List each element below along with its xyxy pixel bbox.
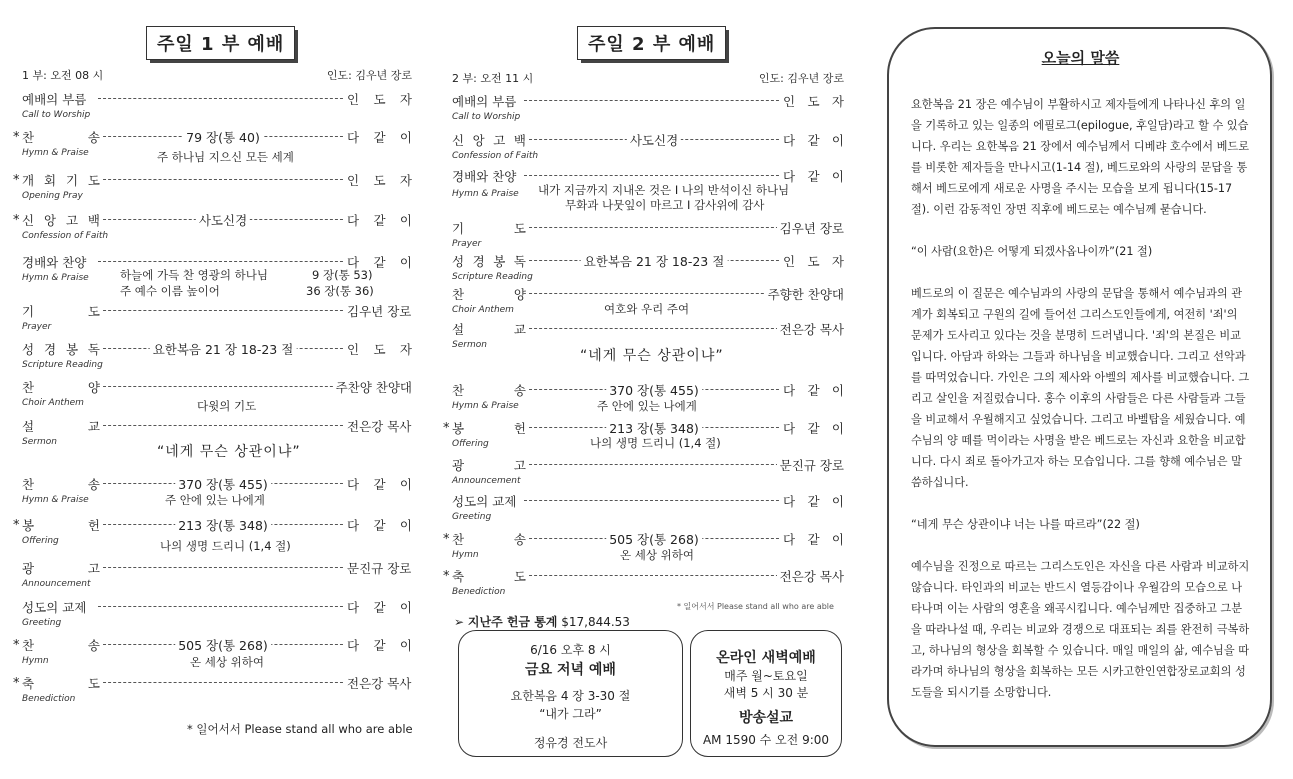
item-english-label: Choir Anthem (22, 398, 84, 408)
item-label: 기 도 (22, 304, 100, 319)
item-english-label: Hymn & Praise (22, 273, 89, 283)
item-responsible: 전은강 목사 (344, 417, 412, 435)
stand-marker: * (13, 638, 20, 653)
item-detail: 370 장(통 455) (606, 381, 702, 399)
stand-marker: * (13, 676, 20, 691)
item-responsible: 주향한 찬양대 (765, 285, 844, 303)
order-item (452, 320, 844, 342)
item-label: 개 회 기 도 (22, 171, 102, 189)
item-label: 성 경 봉 독 (22, 340, 102, 358)
item-english-label: Sermon (452, 340, 487, 350)
item-label: 찬 송 (22, 130, 100, 145)
dotted-leader (98, 310, 348, 311)
item-english-label: Benediction (452, 587, 506, 597)
service1-stand-note: * 일어서서 Please stand all who are able (187, 722, 413, 736)
item-label: 설 교 (22, 419, 100, 434)
dotted-leader (98, 98, 348, 99)
item-label: 경배와 찬양 (22, 255, 87, 270)
song-title: 온 세상 위하여 (620, 548, 694, 562)
dotted-leader (98, 179, 348, 180)
dotted-leader (524, 227, 784, 228)
todays-word-title: 오늘의 말씀 (1041, 49, 1120, 67)
item-responsible: 인 도 자 (344, 171, 412, 189)
item-responsible: 다 같 이 (780, 492, 844, 510)
item-english-label: Hymn (22, 656, 49, 666)
todays-word-paragraph: 요한복음 21 장은 예수님이 부활하시고 제자들에게 나타나신 후의 일을 기록하고 있는 일종의 에필로그(epilogue, 후일담)라고 할 수 있습니다. 우리는 요한복음 21 장에서 예수님께서 디베랴 호수에서 베드로를 비롯한 제자들을 만나시고(1-14 절), 베드로와의 사랑의 문답을 통해서 베드로에게 새로운 사명을 주시는 모습을 보게 됩니다(15-17 절). 이런 감동적인 장면 직후에 베드로는 예수님께 묻습니다. (911, 98, 1250, 216)
item-label: 성 경 봉 독 (452, 254, 526, 269)
order-item (13, 128, 412, 150)
item-detail: 79 장(통 40) (183, 128, 263, 146)
item-responsible: 다 같 이 (780, 419, 844, 437)
item-english-label: Prayer (452, 239, 482, 249)
item-english-label: Prayer (22, 322, 52, 332)
stand-marker: * (13, 518, 20, 533)
item-label: 신 앙 고 백 (452, 133, 526, 148)
item-responsible: 다 같 이 (344, 211, 412, 229)
stand-marker: * (443, 569, 450, 584)
song-title: 내가 지금까지 지내온 것은 I 나의 반석이신 하나님 (538, 183, 790, 197)
song-title: 주 하나님 지으신 모든 세계 (157, 150, 294, 164)
broadcast-radio: AM 1590 수 오전 9:00 (702, 733, 830, 747)
item-english-label: Confession of Faith (452, 151, 539, 161)
item-detail: 요한복음 21 장 18-23 절 (150, 340, 297, 358)
service2-title: 주일 2 부 예배 (577, 26, 726, 60)
friday-scripture: 요한복음 4 장 3-30 절 (510, 689, 631, 703)
order-item (22, 417, 412, 439)
order-item (452, 492, 844, 514)
todays-word-paragraph: 베드로의 이 질문은 예수님과의 사랑의 문답을 통해서 예수님과의 관계가 회복되고 구원의 길에 들어선 그리스도인들에게, 여전히 '죄'의 문제가 도사리고 있다는 것을 분명히 드러냅니다. '죄'의 본질은 비교입니다. 아담과 하와는 그들과 하나님을 비교했습니다. 그리고 선악과를 따먹었습니다. 가인은 그의 제사와 아벨의 제사를 비교했습니다. 그리고 살인을 저질렀습니다. 홍수 이후의 사람들은 다른 사람들과 그들을 비교해서 우월해지고 싶었습니다. 그리고 바벨탑을 세웠습니다. 예수님의 양 떼를 먹이라는 사명을 받은 베드로는 자신과 요한을 비교합니다. 다시 죄로 돌아가고자 하는 모습입니다. 그를 향해 예수님은 말씀하십니다. (911, 287, 1250, 489)
offering-stats-amount: $17,844.53 (561, 615, 630, 629)
song-title: 주 예수 이름 높이어 (120, 284, 220, 298)
item-responsible: 김우년 장로 (344, 302, 412, 320)
item-label: 찬 송 (452, 383, 526, 398)
order-item (452, 252, 844, 274)
item-label: 광 고 (22, 561, 100, 576)
order-item (452, 456, 844, 478)
item-responsible: 다 같 이 (344, 598, 412, 616)
service2-leader: 인도: 김우년 장로 (758, 72, 844, 85)
item-label: 경배와 찬양 (452, 169, 517, 184)
item-detail: 사도신경 (196, 211, 250, 229)
item-responsible: 인 도 자 (344, 90, 412, 108)
dotted-leader (98, 567, 348, 568)
item-english-label: Hymn & Praise (452, 189, 519, 199)
song-title: 주 안에 있는 나에게 (597, 399, 697, 413)
item-label: 찬 양 (452, 287, 526, 302)
dotted-leader (524, 464, 784, 465)
dotted-leader (524, 175, 784, 176)
online-title: 온라인 새벽예배 (716, 650, 816, 666)
dotted-leader (524, 328, 784, 329)
item-label: 신 앙 고 백 (22, 211, 102, 229)
item-label: 기 도 (452, 221, 526, 236)
order-item (13, 516, 412, 538)
item-detail: 213 장(통 348) (175, 516, 271, 534)
dotted-leader (98, 261, 348, 262)
item-english-label: Hymn & Praise (22, 495, 89, 505)
dotted-leader (524, 100, 784, 101)
item-responsible: 김우년 장로 (777, 219, 844, 237)
dotted-leader (524, 575, 784, 576)
item-english-label: Benediction (22, 694, 76, 704)
item-responsible: 전은강 목사 (344, 674, 412, 692)
order-item (13, 171, 412, 193)
item-english-label: Choir Anthem (452, 305, 514, 315)
service1-time: 1 부: 오전 08 시 (22, 69, 104, 82)
item-responsible: 인 도 자 (780, 92, 844, 110)
item-responsible: 다 같 이 (780, 131, 844, 149)
song-title: 다윗의 기도 (197, 399, 257, 413)
item-detail: 370 장(통 455) (175, 475, 271, 493)
item-english-label: Opening Pray (22, 191, 83, 201)
item-label: 찬 양 (22, 380, 100, 395)
item-responsible: 다 같 이 (344, 516, 412, 534)
stand-marker: * (13, 213, 20, 228)
service2-stand-note: * 일어서서 Please stand all who are able (677, 602, 834, 611)
item-detail: 505 장(통 268) (175, 636, 271, 654)
item-responsible: 다 같 이 (344, 636, 412, 654)
item-english-label: Call to Worship (452, 112, 521, 122)
order-item (22, 340, 412, 362)
item-responsible: 다 같 이 (344, 475, 412, 493)
item-responsible: 문진규 장로 (344, 559, 412, 577)
item-english-label: Call to Worship (22, 110, 91, 120)
order-item (13, 211, 412, 233)
friday-speaker: 정유경 전도사 (533, 736, 608, 750)
item-english-label: Sermon (22, 437, 57, 447)
item-label: 축 도 (452, 569, 526, 584)
sermon-title: “네게 무슨 상관이냐” (580, 348, 724, 364)
item-english-label: Offering (452, 439, 489, 449)
dotted-leader (98, 682, 348, 683)
order-item (22, 90, 412, 112)
item-detail: 213 장(통 348) (606, 419, 702, 437)
order-item (22, 302, 412, 324)
dotted-leader (98, 425, 348, 426)
service1-header (22, 67, 412, 83)
item-label: 찬 송 (452, 532, 526, 547)
item-detail: 사도신경 (627, 131, 681, 149)
item-label: 설 교 (452, 322, 526, 337)
item-label: 찬 송 (22, 477, 100, 492)
arrow-icon: ➢ (454, 615, 465, 629)
song-title: 온 세상 위하여 (190, 655, 264, 669)
item-english-label: Scripture Reading (22, 360, 103, 370)
item-responsible: 전은강 목사 (777, 567, 844, 585)
order-item (22, 378, 412, 400)
hymn-number: 36 장(통 36) (306, 284, 374, 298)
todays-word-quote: “이 사람(요한)은 어떻게 되겠사옵나이까”(21 절) (911, 245, 1153, 258)
dotted-leader (524, 500, 784, 501)
service1-title: 주일 1 부 예배 (146, 26, 295, 60)
order-item (22, 559, 412, 581)
order-item (22, 598, 412, 620)
item-english-label: Greeting (22, 618, 62, 628)
song-title: 하늘에 가득 찬 영광의 하나님 (120, 268, 268, 282)
service2-time: 2 부: 오전 11 시 (452, 72, 534, 85)
item-responsible: 다 같 이 (344, 128, 412, 146)
item-label: 찬 송 (22, 638, 100, 653)
item-detail: 요한복음 21 장 18-23 절 (581, 252, 728, 270)
todays-word-quote: “네게 무슨 상관이냐 너는 나를 따르라”(22 절) (911, 518, 1140, 531)
online-dawn-box (690, 630, 842, 757)
online-days: 매주 월~토요일 (724, 669, 808, 683)
item-responsible: 다 같 이 (780, 530, 844, 548)
item-label: 축 도 (22, 676, 100, 691)
service2-header (452, 70, 844, 86)
item-detail: 505 장(통 268) (606, 530, 702, 548)
friday-theme: “내가 그라” (539, 707, 602, 721)
item-responsible: 문진규 장로 (777, 456, 844, 474)
item-english-label: Announcement (452, 476, 521, 486)
item-label: 광 고 (452, 458, 526, 473)
item-label: 예배의 부름 (22, 92, 87, 107)
item-english-label: Greeting (452, 512, 492, 522)
item-responsible: 다 같 이 (344, 253, 412, 271)
item-english-label: Announcement (22, 579, 91, 589)
stand-marker: * (443, 532, 450, 547)
sermon-title: “네게 무슨 상관이냐” (157, 444, 301, 460)
item-label: 봉 헌 (452, 421, 526, 436)
friday-service-box (458, 630, 683, 757)
item-label: 예배의 부름 (452, 94, 517, 109)
item-responsible: 다 같 이 (780, 167, 844, 185)
order-item (452, 92, 844, 114)
item-label: 성도의 교제 (22, 600, 87, 615)
item-english-label: Offering (22, 536, 59, 546)
song-title: 무화과 나뭇잎이 마르고 I 감사위에 감사 (565, 198, 765, 212)
item-responsible: 다 같 이 (780, 381, 844, 399)
stand-marker: * (13, 130, 20, 145)
item-english-label: Scripture Reading (452, 272, 533, 282)
item-responsible: 인 도 자 (344, 340, 412, 358)
song-title: 주 안에 있는 나에게 (165, 493, 265, 507)
stand-marker: * (443, 421, 450, 436)
offering-stats (454, 613, 630, 630)
todays-word-paragraph: 예수님을 진정으로 따르는 그리스도인은 자신을 다른 사람과 비교하지 않습니다. 타인과의 비교는 반드시 열등감이나 우월감의 모습으로 나타나며 이는 사람의 영혼을 왜곡시킵니다. 예수님께만 집중하고 그분을 따라나설 때, 우리는 비교와 경쟁으로 대표되는 죄를 완전히 극복하고, 하나님의 형상을 회복할 수 있습니다. 매일 매일의 삶, 예수님을 따라가며 하나님의 형상을 회복하는 모든 시카고한인연합장로교회의 성도들을 되시기를 소망합니다. (911, 560, 1250, 699)
friday-title: 금요 저녁 예배 (525, 662, 616, 678)
friday-date: 6/16 오후 8 시 (530, 643, 611, 657)
song-title: 나의 생명 드리니 (1,4 절) (590, 436, 721, 450)
song-title: 나의 생명 드리니 (1,4 절) (160, 539, 291, 553)
offering-stats-label: 지난주 헌금 통계 (467, 615, 558, 629)
order-item (443, 567, 844, 589)
item-label: 봉 헌 (22, 518, 100, 533)
dotted-leader (524, 293, 784, 294)
broadcast-title: 방송설교 (738, 710, 794, 726)
order-item (452, 131, 844, 153)
todays-word-panel (887, 27, 1272, 747)
item-responsible: 인 도 자 (780, 252, 844, 270)
dotted-leader (98, 386, 348, 387)
order-item (452, 219, 844, 241)
item-english-label: Hymn (452, 550, 479, 560)
item-responsible: 주찬양 찬양대 (333, 378, 412, 396)
stand-marker: * (13, 173, 20, 188)
item-english-label: Confession of Faith (22, 231, 109, 241)
item-english-label: Hymn & Praise (452, 401, 519, 411)
song-title: 여호와 우리 주여 (604, 302, 690, 316)
item-label: 성도의 교제 (452, 494, 517, 509)
hymn-number: 9 장(통 53) (312, 268, 373, 282)
item-responsible: 전은강 목사 (777, 320, 844, 338)
online-time: 새벽 5 시 30 분 (723, 686, 809, 700)
item-english-label: Hymn & Praise (22, 148, 89, 158)
order-item (13, 674, 412, 696)
service1-leader: 인도: 김우년 장로 (326, 69, 412, 82)
dotted-leader (98, 606, 348, 607)
